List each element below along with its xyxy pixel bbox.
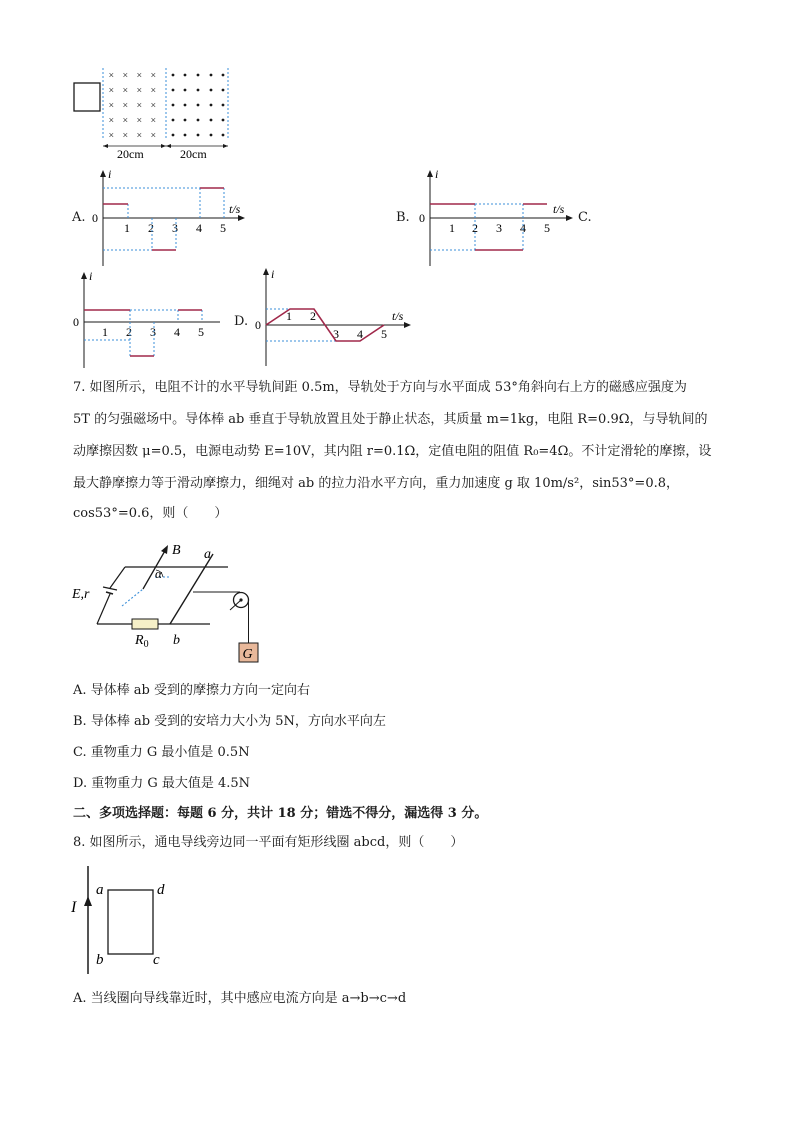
width-left-label: 20cm xyxy=(117,147,144,161)
dot-symbol xyxy=(172,89,175,92)
cross-symbol: × xyxy=(150,85,157,97)
tick-4: 4 xyxy=(357,327,363,341)
square-coil xyxy=(74,83,100,111)
tick-4: 4 xyxy=(520,221,526,235)
q7-circuit-figure xyxy=(70,540,270,666)
axis-i-label: i xyxy=(89,270,93,283)
dot-symbol xyxy=(222,89,225,92)
label-G: G xyxy=(242,647,253,662)
q7-line-5: cos53°=0.6，则（ ） xyxy=(73,506,228,521)
dot-symbol xyxy=(210,89,213,92)
tick-3: 3 xyxy=(333,327,339,341)
graph-d xyxy=(252,266,417,368)
dot-symbol xyxy=(184,134,187,137)
resistor-r0 xyxy=(132,619,158,629)
axis-i-label: i xyxy=(108,168,112,181)
label-a: a xyxy=(204,547,211,562)
cross-symbol: × xyxy=(150,130,157,142)
graph-a-dashed-guides xyxy=(103,188,224,250)
tick-3: 3 xyxy=(496,221,502,235)
q7-option-b[interactable]: B. 导体棒 ab 受到的安培力大小为 5N，方向水平向左 xyxy=(73,714,386,729)
graph-a xyxy=(88,168,248,268)
magnetic-field-figure xyxy=(70,66,240,162)
cross-symbol: × xyxy=(108,70,115,82)
dim-arrow-right xyxy=(223,144,228,148)
dot-symbol xyxy=(210,119,213,122)
tick-3: 3 xyxy=(150,325,156,339)
axis-t-label: t/s xyxy=(553,202,565,216)
cross-symbol: × xyxy=(122,85,129,97)
dot-symbol xyxy=(197,119,200,122)
dot-field-region xyxy=(172,74,225,137)
tick-5: 5 xyxy=(381,327,387,341)
dot-symbol xyxy=(197,89,200,92)
axis-i-arrow xyxy=(81,272,87,279)
label-d: d xyxy=(157,882,165,898)
tick-1: 1 xyxy=(102,325,108,339)
cross-symbol: × xyxy=(136,70,143,82)
tick-2: 2 xyxy=(126,325,132,339)
cross-symbol: × xyxy=(136,130,143,142)
origin-label: 0 xyxy=(255,318,261,332)
cross-symbol: × xyxy=(122,115,129,127)
tick-3: 3 xyxy=(172,221,178,235)
origin-label: 0 xyxy=(92,211,98,225)
q8-stem: 8. 如图所示，通电导线旁边同一平面有矩形线圈 abcd，则（ ） xyxy=(73,835,464,850)
option-c-label[interactable]: C. xyxy=(578,210,592,225)
b-dashed-extension xyxy=(122,589,143,606)
left-wire-top xyxy=(110,567,125,588)
dot-symbol xyxy=(172,74,175,77)
cross-symbol: × xyxy=(136,115,143,127)
axis-i-label: i xyxy=(435,168,439,181)
battery-short-plate xyxy=(106,592,113,594)
graph-b-curve xyxy=(430,204,547,250)
label-b: b xyxy=(173,633,180,648)
label-I: I xyxy=(71,899,77,916)
cross-symbol: × xyxy=(150,100,157,112)
axis-i-label: i xyxy=(271,267,275,281)
q7-option-a[interactable]: A. 导体棒 ab 受到的摩擦力方向一定向右 xyxy=(73,683,310,698)
left-wire-bottom xyxy=(97,594,110,624)
tick-1: 1 xyxy=(449,221,455,235)
cross-symbol: × xyxy=(122,100,129,112)
option-d-label[interactable]: D. xyxy=(234,314,249,329)
graph-b xyxy=(413,168,578,268)
dot-symbol xyxy=(210,74,213,77)
cross-symbol: × xyxy=(122,70,129,82)
dot-symbol xyxy=(184,119,187,122)
dot-symbol xyxy=(184,104,187,107)
tick-1: 1 xyxy=(286,309,292,323)
axis-i-arrow xyxy=(263,268,269,275)
q7-line-3: 动摩擦因数 μ=0.5，电源电动势 E=10V，其内阻 r=0.1Ω，定值电阻的阻值 R₀=4Ω。不计定滑轮的摩擦，设 xyxy=(73,444,712,459)
tick-2: 2 xyxy=(472,221,478,235)
b-arrow-head xyxy=(161,545,168,554)
dot-symbol xyxy=(222,104,225,107)
dim-arrow-mid-r xyxy=(166,144,171,148)
cross-symbol: × xyxy=(108,115,115,127)
cross-symbol: × xyxy=(150,115,157,127)
r0-label: $R_0$ xyxy=(135,633,149,650)
label-c: c xyxy=(153,952,160,968)
tick-5: 5 xyxy=(544,221,550,235)
cross-symbol: × xyxy=(150,70,157,82)
cross-symbol: × xyxy=(108,100,115,112)
tick-1: 1 xyxy=(124,221,130,235)
origin-label: 0 xyxy=(419,211,425,225)
dot-symbol xyxy=(210,134,213,137)
axis-t-arrow xyxy=(404,322,411,328)
cross-symbol: × xyxy=(136,85,143,97)
q8-option-a[interactable]: A. 当线圈向导线靠近时，其中感应电流方向是 a→b→c→d xyxy=(73,991,407,1006)
label-B: B xyxy=(172,543,181,558)
dot-symbol xyxy=(222,119,225,122)
q7-line-4: 最大静摩擦力等于滑动摩擦力，细绳对 ab 的拉力沿水平方向，重力加速度 g 取 10m/s²，sin53°=0.8， xyxy=(73,476,679,491)
dot-symbol xyxy=(184,89,187,92)
cross-symbol: × xyxy=(108,130,115,142)
tick-4: 4 xyxy=(174,325,180,339)
q7-option-d[interactable]: D. 重物重力 G 最大值是 4.5N xyxy=(73,776,251,791)
option-b-label[interactable]: B. xyxy=(396,210,410,225)
dot-symbol xyxy=(197,134,200,137)
dim-arrow-mid-l xyxy=(161,144,166,148)
dot-symbol xyxy=(184,74,187,77)
cross-symbol: × xyxy=(108,85,115,97)
axis-t-label: t/s xyxy=(392,309,404,323)
section-2-heading: 二、多项选择题：每题 6 分，共计 18 分；错选不得分，漏选得 3 分。 xyxy=(73,806,488,821)
tick-2: 2 xyxy=(310,309,316,323)
tick-4: 4 xyxy=(196,221,202,235)
graph-a-curve xyxy=(103,188,224,250)
label-alpha: α xyxy=(155,566,162,581)
dot-symbol xyxy=(210,104,213,107)
dot-symbol xyxy=(197,74,200,77)
axis-t-arrow xyxy=(566,215,573,221)
graph-c xyxy=(68,270,228,370)
origin-label: 0 xyxy=(73,315,79,329)
dot-symbol xyxy=(222,74,225,77)
tick-2: 2 xyxy=(148,221,154,235)
emf-label: E,r xyxy=(72,587,90,602)
axis-t-label: t/s xyxy=(229,202,241,216)
conductor-ab xyxy=(170,554,213,624)
current-arrow xyxy=(84,896,92,906)
width-right-label: 20cm xyxy=(180,147,207,161)
q8-coil-figure xyxy=(68,864,178,976)
tick-5: 5 xyxy=(220,221,226,235)
axis-i-arrow xyxy=(100,170,106,177)
dot-symbol xyxy=(172,119,175,122)
dot-symbol xyxy=(222,134,225,137)
cross-field-region xyxy=(109,71,157,142)
q7-line-2: 5T 的匀强磁场中。导体棒 ab 垂直于导轨放置且处于静止状态，其质量 m=1kg，电阻 R=0.9Ω，与导轨间的 xyxy=(73,412,708,427)
label-b: b xyxy=(96,952,104,968)
option-a-label[interactable]: A. xyxy=(72,210,86,225)
cross-symbol: × xyxy=(136,100,143,112)
cross-symbol: × xyxy=(122,130,129,142)
dot-symbol xyxy=(197,104,200,107)
tick-5: 5 xyxy=(198,325,204,339)
q7-line-1: 7. 如图所示，电阻不计的水平导轨间距 0.5m，导轨处于方向与水平面成 53°角斜向右上方的磁感应强度为 xyxy=(73,380,687,395)
dot-symbol xyxy=(172,104,175,107)
q7-option-c[interactable]: C. 重物重力 G 最小值是 0.5N xyxy=(73,745,250,760)
dot-symbol xyxy=(172,134,175,137)
dim-arrow-left xyxy=(103,144,108,148)
axis-i-arrow xyxy=(427,170,433,177)
label-a: a xyxy=(96,882,104,898)
rectangular-coil xyxy=(108,890,153,954)
